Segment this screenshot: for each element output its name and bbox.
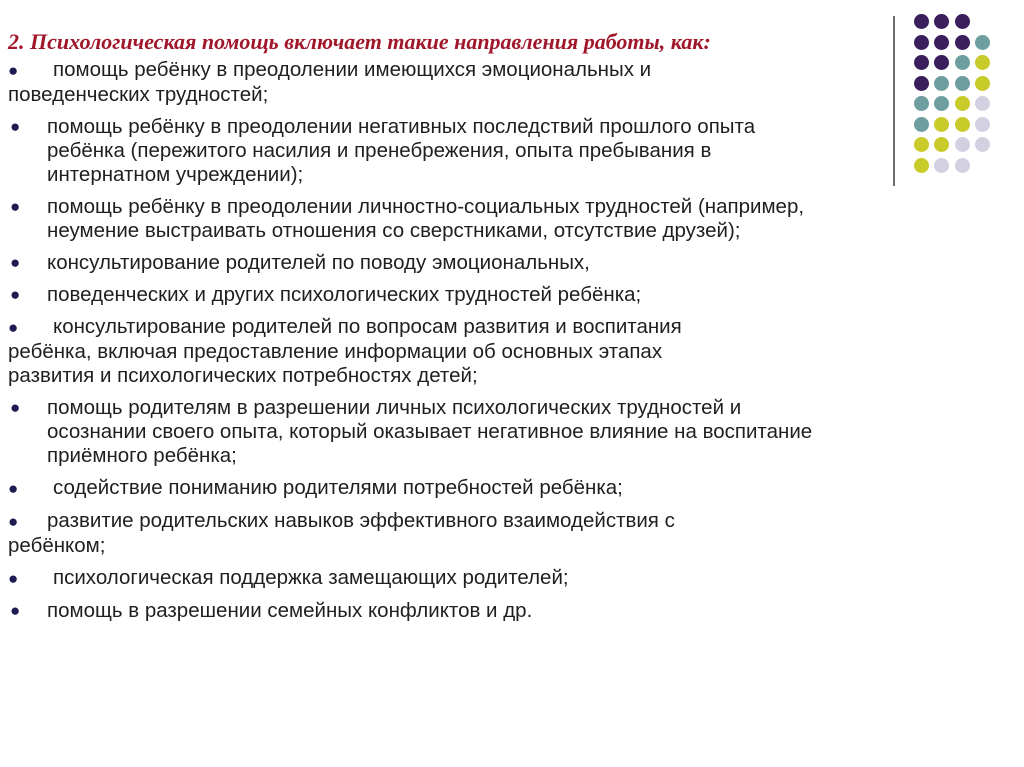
list-item: [8, 283, 973, 307]
list-item: [8, 566, 973, 591]
slide-title: 2. Психологическая помощь включает такие направления работы, как:: [8, 29, 711, 54]
list-item-text: ребёнка (пережитого насилия и пренебрежения, опыта пребывания в: [47, 139, 712, 162]
bullet-icon: ●: [10, 117, 21, 136]
list-item: [8, 58, 973, 107]
list-item: [8, 115, 973, 187]
decorative-dot: [934, 14, 949, 29]
list-item: [8, 476, 973, 501]
list-item-text: интернатном учреждении);: [47, 163, 304, 186]
bullet-icon: ●: [8, 318, 19, 337]
list-item-text: помощь ребёнку в преодолении имеющихся эмоциональных и: [53, 58, 652, 81]
list-item: [8, 509, 973, 558]
bullet-icon: ●: [10, 601, 21, 620]
bullet-icon: ●: [8, 512, 19, 531]
decorative-dot: [975, 35, 990, 50]
list-item-text: приёмного ребёнка;: [47, 444, 237, 467]
list-item-text: помощь в разрешении семейных конфликтов и др.: [47, 599, 533, 622]
bullet-icon: ●: [10, 398, 21, 417]
list-item-text: консультирование родителей по поводу эмоциональных,: [47, 251, 590, 274]
list-item-text: ребёнком;: [8, 534, 106, 557]
decorative-dot: [914, 14, 929, 29]
decorative-dot: [975, 117, 990, 132]
list-item-text: психологическая поддержка замещающих родителей;: [53, 566, 569, 589]
list-item-text: помощь ребёнку в преодолении негативных последствий прошлого опыта: [47, 115, 756, 138]
bullet-icon: ●: [10, 285, 21, 304]
list-item-text: развитие родительских навыков эффективного взаимодействия с: [47, 509, 675, 532]
bullet-icon: ●: [8, 479, 19, 498]
list-item-text: осознании своего опыта, который оказывает негативное влияние на воспитание: [47, 420, 813, 443]
list-item: [8, 599, 973, 623]
decorative-dot: [975, 55, 990, 70]
list-item: [8, 251, 973, 275]
list-item: [8, 195, 973, 243]
decorative-dot: [975, 137, 990, 152]
list-item-text: ребёнка, включая предоставление информации об основных этапах: [8, 340, 663, 363]
bullet-icon: ●: [8, 569, 19, 588]
bullet-icon: ●: [10, 253, 21, 272]
list-item: [8, 396, 973, 468]
list-item-text: неумение выстраивать отношения со сверстниками, отсутствие друзей);: [47, 219, 741, 242]
list-item-text: консультирование родителей по вопросам развития и воспитания: [53, 315, 682, 338]
list-item-text: содействие пониманию родителями потребностей ребёнка;: [53, 476, 623, 499]
decorative-dot: [955, 14, 970, 29]
slide-content: [8, 30, 973, 631]
list-item-text: помощь ребёнку в преодолении личностно-социальных трудностей (например,: [47, 195, 805, 218]
list-item-text: поведенческих и других психологических трудностей ребёнка;: [47, 283, 642, 306]
list-item-text: поведенческих трудностей;: [8, 83, 269, 106]
list-item-text: помощь родителям в разрешении личных психологических трудностей и: [47, 396, 742, 419]
list-item: [8, 315, 973, 388]
decorative-dot: [975, 96, 990, 111]
decorative-dot: [975, 76, 990, 91]
bullet-icon: ●: [8, 61, 19, 80]
bullet-icon: ●: [10, 197, 21, 216]
list-item-text: развития и психологических потребностях детей;: [8, 364, 478, 387]
